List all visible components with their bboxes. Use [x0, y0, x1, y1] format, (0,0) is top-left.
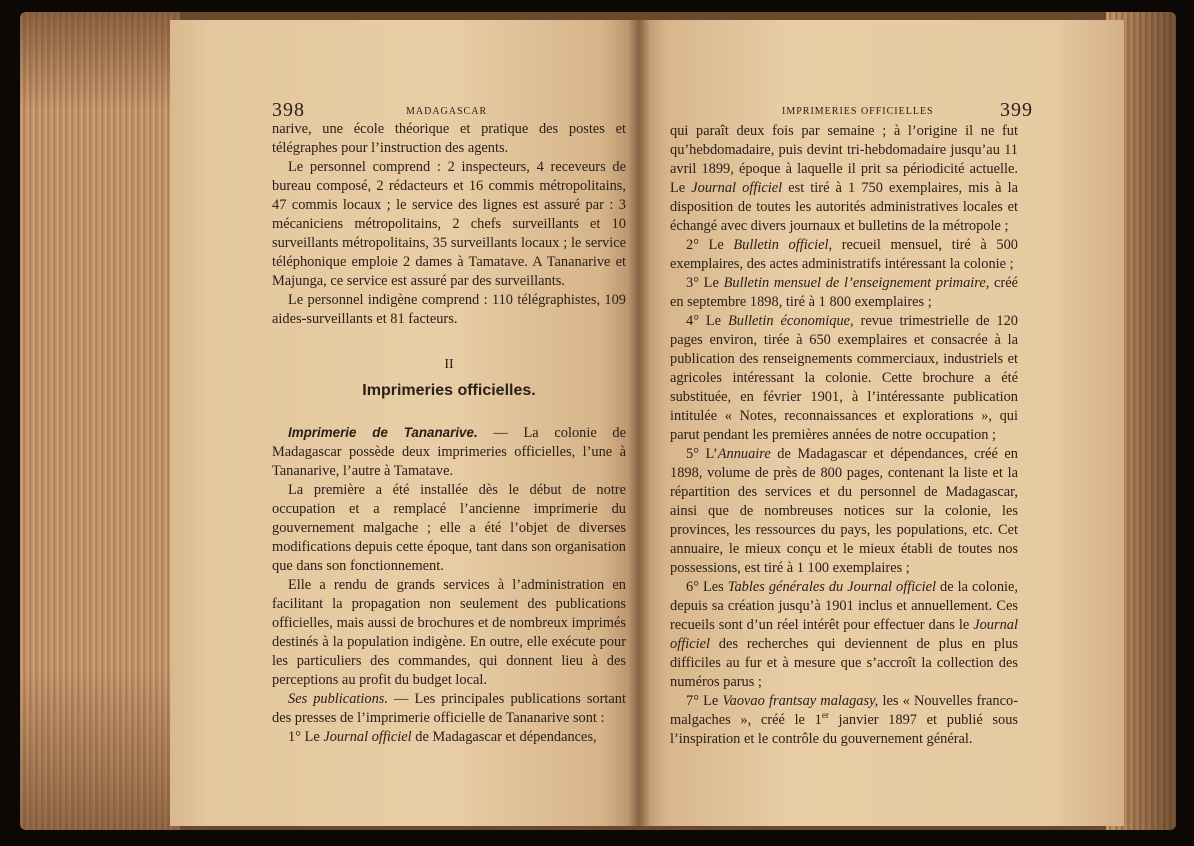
- paragraph: 6° Les Tables générales du Journal officiel de la colonie, depuis sa création jusqu’à 1901 inclus et annuellement. Ces recueils sont d’un réel intérêt pour effectuer dans le Journal officiel des recherches qui deviennent de plus en plus difficiles au fur et à mesure que s’accroît la collection des numéros parus ;: [670, 579, 1018, 690]
- page-edges-left: [20, 12, 180, 830]
- book-gutter: [628, 20, 650, 826]
- publication-title: Journal officiel: [323, 729, 412, 745]
- publication-title: Annuaire: [717, 446, 771, 462]
- open-book: [20, 12, 1176, 830]
- publication-title: Journal officiel: [691, 180, 783, 196]
- paragraph-lead: Imprimerie de Tananarive.: [288, 425, 478, 440]
- paragraph: narive, une école théorique et pratique des postes et télégraphes pour l’instruction des agents.: [272, 121, 626, 156]
- paragraph: 7° Le Vaovao frantsay malagasy, les « Nouvelles franco-malgaches », créé le 1er janvier 1897 et publié sous l’inspiration et le contrôle du gouvernement général.: [670, 693, 1018, 747]
- paragraph: La première a été installée dès le début de notre occupation et a remplacé l’ancienne imprimerie du gouvernement malgache ; elle a été l’objet de diverses modifications depuis cette époque, tant dans son organisation que dans son fonctionnement.: [272, 482, 626, 574]
- right-page-number: 399: [1000, 99, 1033, 121]
- publication-title: Bulletin officiel,: [733, 237, 833, 253]
- right-text-block: [670, 122, 1018, 749]
- publication-title: Tables générales du Journal officiel: [727, 579, 936, 595]
- paragraph: Elle a rendu de grands services à l’administration en facilitant la propagation non seulement des publications officielles, mais aussi de brochures et de nombreux imprimés destinés à la population indigène. En outre, elle exécute pour les particuliers des commandes, qui donnent lieu à des perceptions au profit du budget local.: [272, 577, 626, 688]
- right-page: [638, 20, 1124, 826]
- publication-title: Bulletin économique,: [728, 313, 854, 329]
- publication-title: Vaovao frantsay malagasy,: [722, 693, 879, 709]
- paragraph: 3° Le Bulletin mensuel de l’enseignement primaire, créé en septembre 1898, tiré à 1 800 exemplaires ;: [670, 275, 1018, 310]
- paragraph: qui paraît deux fois par semaine ; à l’origine il ne fut qu’hebdomadaire, puis devint tri-hebdomadaire jusqu’au 11 avril 1899, époque à laquelle il prit sa périodicité actuelle. Le Journal officiel est tiré à 1 750 exemplaires, mis à la disposition de toutes les autorités administratives locales et échangé avec divers journaux et bulletins de la métropole ;: [670, 123, 1018, 234]
- paragraph: 1° Le Journal officiel de Madagascar et dépendances,: [288, 729, 597, 745]
- left-header-title: MADAGASCAR: [406, 106, 488, 117]
- left-page-number: 398: [272, 99, 305, 121]
- paragraph: Ses publications. — Les principales publications sortant des presses de l’imprimerie officielle de Tananarive sont :: [272, 691, 627, 726]
- right-running-head: [670, 100, 1050, 124]
- paragraph: 5° L’Annuaire de Madagascar et dépendances, créé en 1898, volume de près de 800 pages, contenant la liste et la répartition des services et du personnel de Madagascar, ainsi que de nombreuses notices sur la colonie, les provinces, les ressources du pays, les populations, etc. Cet annuaire, le mieux conçu et le mieux établi de toutes nos possessions, est tiré à 1 100 exemplaires ;: [670, 446, 1018, 576]
- paragraph: Le personnel comprend : 2 inspecteurs, 4 receveurs de bureau composé, 2 rédacteurs et 16 commis métropolitains, 47 commis locaux ; le service des lignes est assuré par : 3 mécaniciens métropolitains, 2 chefs surveillants et 10 surveillants métropolitains, 35 surveillants locaux ; le service téléphonique emploie 2 dames à Tamatave. A Tananarive et Majunga, ce service est assuré par des surveillants.: [272, 159, 626, 289]
- paragraph: 2° Le Bulletin officiel, recueil mensuel, tiré à 500 exemplaires, des actes administratifs intéressant la colonie ;: [670, 237, 1018, 272]
- publication-title: Journal officiel: [670, 617, 1018, 652]
- section-number: II: [444, 357, 454, 372]
- paragraph: 4° Le Bulletin économique, revue trimestrielle de 120 pages environ, tirée à 650 exemplaires et consacrée à la publication des renseignements commerciaux, industriels et agricoles intéressant la colonie. Cette brochure a été substituée, en février 1901, à l’intéressante publication intitulée « Notes, reconnaissances et explorations », qui parut pendant les premières années de notre occupation ;: [670, 313, 1019, 443]
- left-text-block: [272, 120, 626, 747]
- paragraph-lead: Ses publications.: [288, 691, 388, 707]
- paragraph: Imprimerie de Tananarive. — La colonie de Madagascar possède deux imprimeries officielles, l’une à Tananarive, l’autre à Tamatave.: [272, 425, 627, 479]
- right-header-title: IMPRIMERIES OFFICIELLES: [782, 106, 934, 117]
- section-title: Imprimeries officielles.: [362, 382, 536, 399]
- publication-title: Bulletin mensuel de l’enseignement primaire,: [723, 275, 990, 291]
- paragraph: Le personnel indigène comprend : 110 télégraphistes, 109 aides-surveillants et 81 facteurs.: [272, 292, 626, 327]
- left-page: [170, 20, 638, 826]
